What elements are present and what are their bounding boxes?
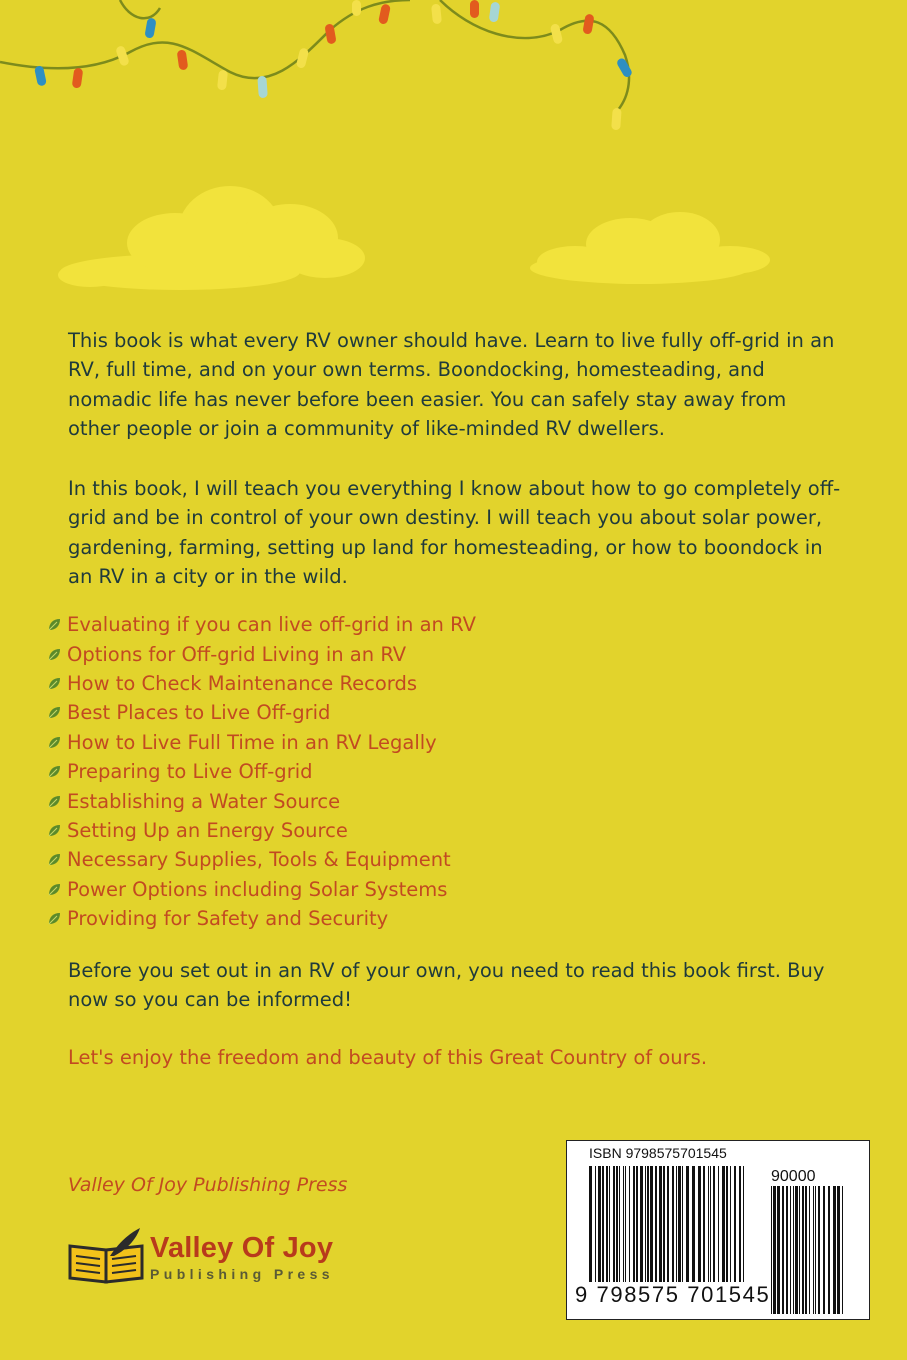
barcode-bar bbox=[799, 1186, 800, 1314]
barcode-bar bbox=[805, 1186, 807, 1314]
ean-barcode-bars bbox=[589, 1166, 749, 1282]
barcode-bar bbox=[713, 1166, 715, 1282]
barcode-bar bbox=[777, 1186, 780, 1314]
barcode-bar bbox=[730, 1166, 731, 1282]
barcode-bar bbox=[815, 1186, 816, 1314]
barcode-bar bbox=[802, 1186, 804, 1314]
description-paragraph-1: This book is what every RV owner should have. Learn to live fully off-grid in an RV, full time, and on your own terms. Boondocking, homesteading, and nomadic life has never before been easier. You can safely stay away from other people or join a community of like-minded RV dwellers. bbox=[68, 329, 835, 440]
list-item bbox=[48, 728, 476, 757]
barcode-bar bbox=[722, 1166, 725, 1282]
list-item bbox=[48, 639, 476, 668]
barcode-bar bbox=[647, 1166, 649, 1282]
barcode-bar bbox=[828, 1186, 830, 1314]
leaf-icon bbox=[48, 765, 61, 778]
barcode-bar bbox=[633, 1166, 635, 1282]
barcode-bar bbox=[809, 1186, 810, 1314]
topics-list bbox=[48, 610, 476, 933]
barcode-bar bbox=[676, 1166, 677, 1282]
leaf-icon bbox=[48, 706, 61, 719]
barcode-bar bbox=[703, 1166, 705, 1282]
barcode-bar bbox=[842, 1186, 843, 1314]
list-item bbox=[48, 816, 476, 845]
barcode-bar bbox=[667, 1166, 669, 1282]
barcode-bar bbox=[813, 1186, 814, 1314]
list-item-label: Providing for Safety and Security bbox=[67, 907, 389, 931]
barcode-bar bbox=[616, 1166, 618, 1282]
barcode-bar bbox=[606, 1166, 608, 1282]
ean-digits: 9 798575 701545 bbox=[575, 1282, 771, 1307]
list-item-label: Power Options including Solar Systems bbox=[67, 877, 448, 901]
logo-subtitle: Publishing Press bbox=[150, 1266, 334, 1282]
barcode-bar bbox=[823, 1186, 825, 1314]
description-paragraph-3: Before you set out in an RV of your own, you need to read this book first. Buy now so you can be informed! bbox=[68, 959, 825, 1012]
list-item bbox=[48, 845, 476, 874]
leaf-icon bbox=[48, 883, 61, 896]
barcode-bar bbox=[692, 1166, 695, 1282]
list-item-label: Options for Off-grid Living in an RV bbox=[67, 642, 407, 666]
list-item-label: Preparing to Live Off-grid bbox=[67, 760, 313, 784]
barcode-bar bbox=[589, 1166, 592, 1282]
barcode-bar bbox=[619, 1166, 620, 1282]
list-item bbox=[48, 698, 476, 727]
price-code: 90000 bbox=[771, 1168, 816, 1185]
barcode-bar bbox=[659, 1166, 662, 1282]
barcode-bar bbox=[655, 1166, 657, 1282]
list-item bbox=[48, 757, 476, 786]
barcode-bar bbox=[786, 1186, 788, 1314]
list-item-label: Evaluating if you can live off-grid in an RV bbox=[67, 613, 476, 637]
barcode-bar bbox=[773, 1186, 776, 1314]
barcode-bar bbox=[623, 1166, 624, 1282]
isbn-label: ISBN 9798575701545 bbox=[589, 1145, 727, 1161]
barcode-bar bbox=[650, 1166, 653, 1282]
leaf-icon bbox=[48, 736, 61, 749]
list-item-label: Establishing a Water Source bbox=[67, 789, 341, 813]
barcode-bar bbox=[833, 1186, 836, 1314]
barcode-bar bbox=[640, 1166, 643, 1282]
list-item-label: Setting Up an Energy Source bbox=[67, 818, 348, 842]
barcode-bar bbox=[595, 1166, 596, 1282]
list-item-label: Necessary Supplies, Tools & Equipment bbox=[67, 848, 451, 872]
list-item bbox=[48, 875, 476, 904]
leaf-icon bbox=[48, 618, 61, 631]
barcode-bar bbox=[790, 1186, 791, 1314]
barcode-bar bbox=[771, 1186, 772, 1314]
list-item-label: Best Places to Live Off-grid bbox=[67, 701, 331, 725]
barcode-bar bbox=[793, 1186, 794, 1314]
barcode-bar bbox=[682, 1166, 683, 1282]
list-item bbox=[48, 669, 476, 698]
leaf-icon bbox=[48, 795, 61, 808]
barcode-bar bbox=[837, 1186, 840, 1314]
leaf-icon bbox=[48, 853, 61, 866]
barcode-bar bbox=[602, 1166, 604, 1282]
leaf-icon bbox=[48, 648, 61, 661]
list-item bbox=[48, 786, 476, 815]
barcode-bar bbox=[686, 1166, 689, 1282]
list-item-label: How to Check Maintenance Records bbox=[67, 671, 418, 695]
publisher-logo bbox=[66, 1222, 376, 1288]
open-book-quill-icon bbox=[66, 1226, 150, 1284]
light-bulbs bbox=[34, 0, 633, 130]
leaf-icon bbox=[48, 912, 61, 925]
closing-line: Let's enjoy the freedom and beauty of this Great Country of ours. bbox=[68, 1046, 708, 1069]
list-item-label: How to Live Full Time in an RV Legally bbox=[67, 730, 437, 754]
barcode-bar bbox=[629, 1166, 630, 1282]
barcode-bar bbox=[625, 1166, 626, 1282]
barcode-bar bbox=[718, 1166, 719, 1282]
string-lights-decoration bbox=[0, 0, 907, 150]
cloud-decoration bbox=[0, 160, 907, 310]
publisher-imprint: Valley Of Joy Publishing Press bbox=[68, 1174, 348, 1196]
barcode-bar bbox=[743, 1166, 744, 1282]
logo-name: Valley Of Joy bbox=[150, 1232, 334, 1264]
description-paragraph-2: In this book, I will teach you everything I know about how to go completely off-grid and be in control of your own destiny. I will teach you about solar power, gardening, farming, setting up land for homesteading, or how to boondock in an RV in a city or in the wild. bbox=[68, 477, 841, 588]
leaf-icon bbox=[48, 677, 61, 690]
barcode-bar bbox=[609, 1166, 610, 1282]
barcode-bar bbox=[678, 1166, 681, 1282]
barcode-bar bbox=[663, 1166, 665, 1282]
barcode-bar bbox=[710, 1166, 711, 1282]
list-item bbox=[48, 904, 476, 933]
barcode-bar bbox=[708, 1166, 709, 1282]
barcode-bar bbox=[782, 1186, 784, 1314]
barcode-bar bbox=[795, 1186, 798, 1314]
barcode-bar bbox=[598, 1166, 601, 1282]
barcode-bar bbox=[645, 1166, 646, 1282]
barcode-bar bbox=[818, 1186, 820, 1314]
leaf-icon bbox=[48, 824, 61, 837]
barcode-bar bbox=[698, 1166, 701, 1282]
list-item bbox=[48, 610, 476, 639]
barcode-bar bbox=[726, 1166, 728, 1282]
barcode-bar bbox=[734, 1166, 736, 1282]
barcode-bar bbox=[613, 1166, 615, 1282]
addon-barcode-bars bbox=[771, 1186, 847, 1314]
barcode-bar bbox=[739, 1166, 741, 1282]
isbn-barcode bbox=[566, 1140, 870, 1320]
barcode-bar bbox=[672, 1166, 674, 1282]
barcode-bar bbox=[636, 1166, 638, 1282]
